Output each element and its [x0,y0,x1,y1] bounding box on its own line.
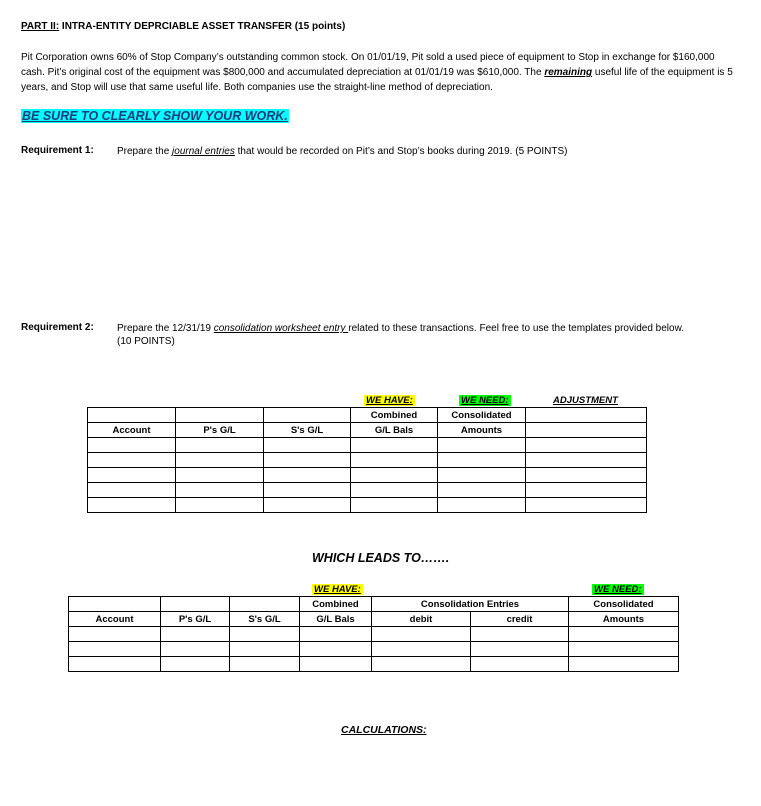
t2-consolidated: Consolidated [569,597,679,612]
t2-consolidation-entries: Consolidation Entries [372,597,569,612]
page-title [21,21,345,32]
t1-account: Account [88,423,176,438]
t2-we-need: WE NEED: [594,584,642,595]
req2-text [117,322,697,348]
table-row [69,642,679,657]
req1-post: that would be recorded on Pit’s and Stop’s books during 2019. (5 POINTS) [234,146,568,157]
t2-debit: debit [372,612,471,627]
req1-pre: Prepare the [117,146,173,157]
t1-adjustment: ADJUSTMENT [553,395,618,406]
t2-p-gl: P's G/L [161,612,230,627]
t2-s-gl: S's G/L [230,612,300,627]
paragraph-part2: useful life of the equipment is 5 years, and Stop will use that same useful life. Both companies use the straight-line method of depreciation. [21,67,733,93]
req1-link: journal entries [172,146,235,157]
req2-pre: Prepare the 12/31/19 [117,323,214,334]
title-text: INTRA-ENTITY DEPRCIABLE ASSET TRANSFER (15 points) [59,21,346,32]
t2-account: Account [69,612,161,627]
t2-we-have: WE HAVE: [314,584,361,595]
t1-we-have: WE HAVE: [366,395,413,406]
show-work-note: BE SURE TO CLEARLY SHOW YOUR WORK. [22,109,288,123]
t1-consolidated-sub: Amounts [438,423,526,438]
t2-combined-sub: G/L Bals [300,612,372,627]
table-row [88,453,647,468]
table-row [88,468,647,483]
t2-consolidated-sub: Amounts [569,612,679,627]
problem-paragraph [21,50,741,95]
paragraph-part1: Pit Corporation owns 60% of Stop Company’s outstanding common stock. On 01/01/19, Pit sold a used piece of equipment to Stop in exchange for $160,000 cash. Pit’s original cost of the equipment was $800,000 and accumulated depreciation at 01/01/19 was $610,000. The [21,52,715,78]
req1-text [117,145,737,158]
title-prefix: PART II: [21,21,60,32]
table-row [69,627,679,642]
table-row [88,498,647,513]
paragraph-emphasis: remaining [544,67,593,78]
table2 [68,596,679,672]
t1-combined: Combined [351,408,438,423]
t2-credit: credit [471,612,569,627]
req1-label: Requirement 1: [21,145,94,156]
leads-to-heading: WHICH LEADS TO……. [312,551,450,565]
table1 [87,407,647,513]
t1-s-gl: S's G/L [264,423,351,438]
table-row [69,657,679,672]
req2-label: Requirement 2: [21,322,94,333]
calculations-heading: CALCULATIONS: [341,724,427,736]
req2-link: consolidation worksheet entry [213,323,349,334]
t1-consolidated: Consolidated [438,408,526,423]
t1-p-gl: P's G/L [176,423,264,438]
req2-post: related to these transactions. Feel free to use the templates provided below. (10 POINTS) [117,323,685,347]
t1-combined-sub: G/L Bals [351,423,438,438]
t2-combined: Combined [300,597,372,612]
table-row [88,438,647,453]
table-row [88,483,647,498]
t1-we-need: WE NEED: [461,395,509,406]
